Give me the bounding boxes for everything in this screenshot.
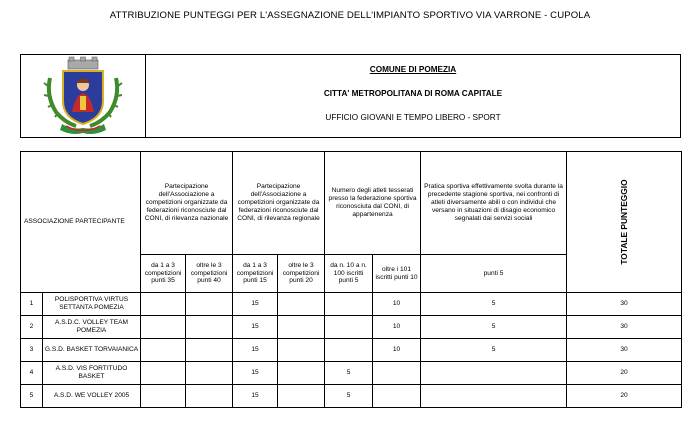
sub-regional-1: da 1 a 3 competizioni punti 15 (233, 255, 278, 293)
score-cell-c1a (141, 339, 186, 362)
table-row (21, 293, 682, 316)
association-name: A.S.D. WE VOLLEY 2005 (43, 385, 141, 408)
total-score: 30 (567, 339, 682, 362)
coat-of-arms-logo (42, 56, 124, 136)
score-cell-c4 (421, 362, 567, 385)
total-score: 30 (567, 316, 682, 339)
association-name: A.S.D. VIS FORTITUDO BASKET (43, 362, 141, 385)
sub-national-1: da 1 a 3 competizioni punti 35 (141, 255, 186, 293)
header-info (146, 55, 680, 137)
logo-cell (21, 55, 146, 137)
sub-athletes-1: da n. 10 a n. 100 iscritti punti 5 (325, 255, 373, 293)
total-score: 20 (567, 362, 682, 385)
sub-national-2: oltre le 3 competizioni punti 40 (186, 255, 233, 293)
score-cell-c4: 5 (421, 293, 567, 316)
group-national-header: Partecipazione dell'Associazione a competizioni organizzate da federazioni riconosciute dal CONI, di rilevanza nazionale (141, 152, 233, 255)
score-cell-c1b (186, 316, 233, 339)
score-cell-c4: 5 (421, 316, 567, 339)
score-cell-c3b: 10 (373, 293, 421, 316)
total-score: 20 (567, 385, 682, 408)
row-number: 5 (21, 385, 43, 408)
score-cell-c1a (141, 293, 186, 316)
header-row-groups (21, 152, 682, 255)
association-name: POLISPORTIVA VIRTUS SETTANTA POMEZIA (43, 293, 141, 316)
score-cell-c3b (373, 385, 421, 408)
score-cell-c2a: 15 (233, 316, 278, 339)
score-cell-c4: 5 (421, 339, 567, 362)
col-total-header (567, 152, 682, 293)
score-cell-c2a: 15 (233, 385, 278, 408)
table-row (21, 362, 682, 385)
table-body (21, 293, 682, 408)
table-row (21, 385, 682, 408)
office-name: UFFICIO GIOVANI E TEMPO LIBERO - SPORT (325, 113, 501, 122)
row-number: 3 (21, 339, 43, 362)
total-score: 30 (567, 293, 682, 316)
score-cell-c3b: 10 (373, 316, 421, 339)
table-row (21, 339, 682, 362)
table-row (21, 316, 682, 339)
document-title: ATTRIBUZIONE PUNTEGGI PER L'ASSEGNAZIONE DELL'IMPIANTO SPORTIVO VIA VARRONE - CUPOLA (109, 10, 591, 21)
score-cell-c1a (141, 362, 186, 385)
score-cell-c2b (278, 339, 325, 362)
row-number: 2 (21, 316, 43, 339)
group-regional-header: Partecipazione dell'Associazione a competizioni organizzate da federazioni riconosciute dal CONI, di rilevanza regionale (233, 152, 325, 255)
association-name: G.S.D. BASKET TORVAIANICA (43, 339, 141, 362)
score-cell-c2a: 15 (233, 339, 278, 362)
row-number: 4 (21, 362, 43, 385)
municipality-name: COMUNE DI POMEZIA (369, 65, 457, 74)
score-cell-c2b (278, 385, 325, 408)
score-cell-c4 (421, 385, 567, 408)
score-cell-c3a: 5 (325, 385, 373, 408)
scores-table (20, 151, 682, 408)
score-cell-c3a (325, 293, 373, 316)
score-cell-c1b (186, 385, 233, 408)
score-cell-c1b (186, 339, 233, 362)
score-cell-c1b (186, 362, 233, 385)
score-cell-c1a (141, 316, 186, 339)
total-header-label: TOTALE PUNTEGGIO (619, 179, 630, 265)
score-cell-c3a: 5 (325, 362, 373, 385)
group-athletes-header: Numero degli atleti tesserati presso la federazione sportiva riconosciuta dal CONI, di appartenenza (325, 152, 421, 255)
sub-regional-2: oltre le 3 competizioni punti 20 (278, 255, 325, 293)
score-cell-c3b: 10 (373, 339, 421, 362)
col-assoc-header: ASSOCIAZIONE PARTECIPANTE (21, 152, 141, 293)
score-cell-c3b (373, 362, 421, 385)
score-cell-c1a (141, 385, 186, 408)
sub-athletes-2: oltre i 101 iscritti punti 10 (373, 255, 421, 293)
row-number: 1 (21, 293, 43, 316)
header-box (20, 54, 681, 138)
score-cell-c2b (278, 293, 325, 316)
metropolitan-city: CITTA' METROPOLITANA DI ROMA CAPITALE (323, 89, 503, 98)
score-cell-c2a: 15 (233, 293, 278, 316)
score-cell-c2a: 15 (233, 362, 278, 385)
score-cell-c3a (325, 316, 373, 339)
score-cell-c1b (186, 293, 233, 316)
group-social-header: Pratica sportiva effettivamente svolta durante la precedente stagione sportiva, nei confronti di atleti diversamente abili o con individui che versano in situazioni di disagio economico segnalati dai servizi sociali (421, 152, 567, 255)
sub-social: punti 5 (421, 255, 567, 293)
association-name: A.S.D.C. VOLLEY TEAM POMEZIA (43, 316, 141, 339)
score-cell-c3a (325, 339, 373, 362)
score-cell-c2b (278, 362, 325, 385)
score-cell-c2b (278, 316, 325, 339)
